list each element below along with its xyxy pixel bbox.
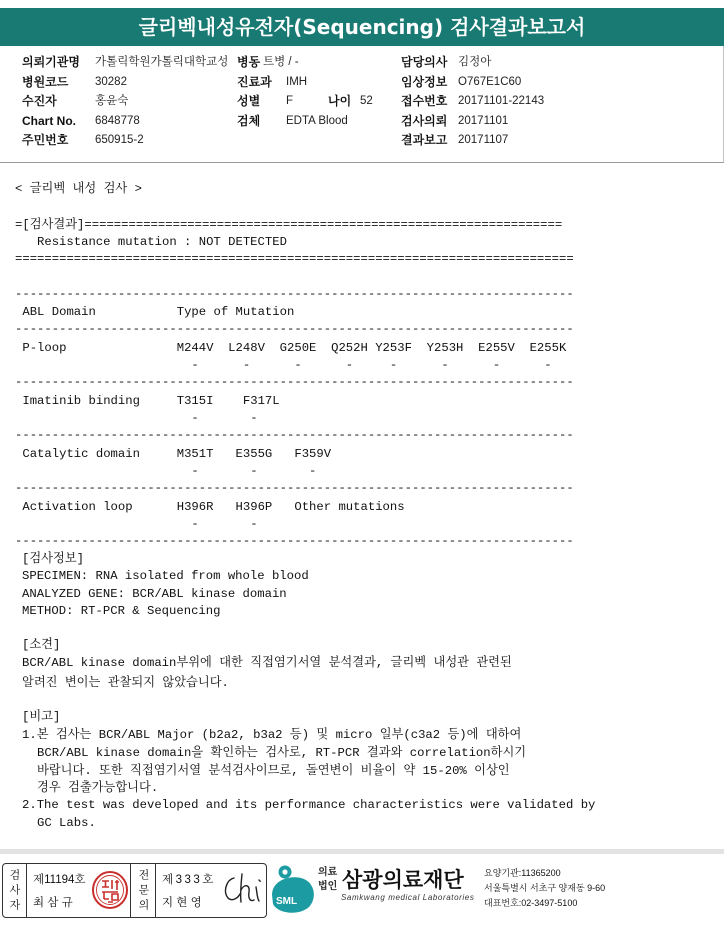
table-rule: ---------------------------------------------------------------------------- [15, 322, 574, 336]
domain-name: Imatinib binding [22, 394, 140, 408]
mutation-result: - [191, 411, 199, 425]
mutation-result: - [441, 358, 449, 372]
sex-label: 성별 [237, 94, 261, 108]
examiner-license: 제11194호 [33, 874, 86, 886]
mutation-result: - [191, 517, 199, 531]
mutation-results-p-loop [15, 357, 575, 374]
resident-no-value: 650915-2 [95, 134, 144, 146]
remarks-line: 바랍니다. 또한 직접염기서열 분석검사이므로, 돌연변이 비율이 약 15-20% 이상인 [37, 764, 510, 778]
hospital-code-label: 병원코드 [22, 75, 69, 89]
specialist-label: 전문의 [137, 869, 149, 914]
report-title: 글리벡내성유전자(Sequencing) 검사결과보고서 [0, 8, 724, 46]
cell-divider [26, 864, 27, 917]
mutation-code: Y253F [375, 341, 412, 355]
specialist-license: 제333호 [162, 874, 216, 886]
mutation-code: M351T [176, 447, 214, 461]
examiner-label: 검사자 [8, 869, 20, 914]
department-label: 진료과 [237, 75, 272, 89]
test-info-heading: [검사정보] [22, 552, 85, 566]
age-label: 나이 [328, 94, 352, 108]
corporation-type-line: 의료 [318, 867, 338, 878]
specimen-label: 검체 [237, 114, 261, 128]
column-header-domain: ABL Domain [22, 305, 96, 319]
cell-divider [130, 864, 131, 917]
institution-label: 의뢰기관명 [22, 55, 80, 69]
mutation-code: L248V [228, 341, 265, 355]
ward-value: 트병 / - [263, 56, 299, 68]
remarks-line: 경우 검출가능합니다. [37, 781, 159, 795]
logo-text: SML [276, 896, 298, 907]
mutation-row-catalytic-domain [15, 446, 575, 463]
request-date-value: 20171101 [458, 115, 509, 127]
test-info-gene: ANALYZED GENE: BCR/ABL kinase domain [22, 587, 287, 601]
mutation-results-imatinib-binding [15, 410, 575, 427]
finding-heading: [소견] [22, 638, 61, 652]
remarks-line: 1.본 검사는 BCR/ABL Major (b2a2, b3a2 등) 및 micro 일부(c3a2 등)에 대하여 [22, 728, 522, 742]
organization-address: 서울특별시 서초구 양재동 9-60 [484, 883, 606, 893]
mutation-results-catalytic-domain [15, 463, 575, 480]
test-title: < 글리벡 내성 검사 > [15, 182, 142, 196]
mutation-code: H396P [235, 500, 273, 514]
examiner-name: 최 삼 규 [33, 897, 73, 909]
table-rule: ---------------------------------------------------------------------------- [15, 375, 574, 389]
sml-logo-icon [268, 863, 318, 915]
remarks-line: BCR/ABL kinase domain을 확인하는 검사로, RT-PCR 결과와 correlation하시기 [37, 746, 527, 760]
signature [220, 868, 264, 910]
result-heading-line: =[검사결과]================================================================= [15, 218, 563, 232]
care-institution-number: 요양기관:11365200 [484, 868, 561, 878]
domain-name: Catalytic domain [22, 447, 140, 461]
mutation-code: E255V [478, 341, 515, 355]
test-info-method: METHOD: RT-PCR & Sequencing [22, 604, 221, 618]
mutation-result: - [544, 358, 552, 372]
domain-name: P-loop [22, 341, 67, 355]
corporation-type-line: 법인 [318, 881, 338, 892]
patient-label: 수진자 [22, 94, 57, 108]
mutation-code: T315I [176, 394, 214, 408]
organization-name: 삼광의료재단 [342, 868, 464, 892]
receipt-no-value: 20171101-22143 [458, 95, 545, 107]
specimen-value: EDTA Blood [286, 115, 348, 127]
signature-box [2, 863, 267, 918]
receipt-no-label: 접수번호 [401, 94, 448, 108]
resident-no-label: 주민번호 [22, 133, 69, 147]
mutation-code: E255K [529, 341, 567, 355]
doctor-value: 김정아 [458, 56, 492, 68]
mutation-code: Other mutations [294, 500, 405, 514]
report-date-value: 20171107 [458, 134, 509, 146]
clinical-info-label: 임상정보 [401, 75, 448, 89]
report-date-label: 결과보고 [401, 133, 448, 147]
mutation-result: - [250, 517, 258, 531]
mutation-result: - [294, 358, 302, 372]
institution-value: 가톨릭학원가톨릭대학교성 [95, 56, 229, 68]
remarks-line: 2.The test was developed and its performance characteristics were validated by [22, 798, 596, 812]
ward-label: 병동 [237, 55, 261, 69]
remarks-line: GC Labs. [37, 816, 96, 830]
domain-name: Activation loop [22, 500, 133, 514]
mutation-results-activation-loop [15, 516, 575, 533]
mutation-result: - [191, 358, 199, 372]
patient-info-panel [0, 46, 724, 163]
cell-divider [155, 864, 156, 917]
double-rule: ============================================================================ [15, 252, 574, 266]
mutation-code: H396R [176, 500, 214, 514]
mutation-code: F317L [242, 394, 280, 408]
mutation-result: - [345, 358, 354, 372]
remarks-heading: [비고] [22, 710, 61, 724]
mutation-code: E355G [235, 447, 273, 461]
organization-contact [484, 866, 605, 911]
mutation-table-header [15, 304, 575, 321]
column-header-type: Type of Mutation [176, 305, 295, 319]
mutation-result: - [309, 464, 317, 478]
report-footer [0, 849, 724, 929]
corporation-type [318, 866, 337, 894]
mutation-result: - [250, 411, 258, 425]
table-rule: ---------------------------------------------------------------------------- [15, 481, 574, 495]
test-info-specimen: SPECIMEN: RNA isolated from whole blood [22, 569, 309, 583]
mutation-result: - [389, 358, 398, 372]
chart-no-label: Chart No. [22, 114, 76, 128]
mutation-row-imatinib-binding [15, 393, 575, 410]
table-rule: ---------------------------------------------------------------------------- [15, 287, 574, 301]
organization-phone: 대표번호:02-3497-5100 [484, 898, 578, 908]
finding-line: 알려진 변이는 관찰되지 않았습니다. [22, 676, 229, 690]
mutation-code: Q252H [331, 341, 368, 355]
mutation-row-p-loop [15, 340, 575, 357]
table-rule: ---------------------------------------------------------------------------- [15, 534, 574, 548]
request-date-label: 검사의뢰 [401, 114, 448, 128]
mutation-code: F359V [294, 447, 332, 461]
patient-value: 홍윤숙 [95, 95, 129, 107]
chart-no-value: 6848778 [95, 115, 140, 127]
mutation-result: - [242, 358, 251, 372]
sex-value: F [286, 95, 294, 107]
mutation-result: - [250, 464, 258, 478]
seal-stamp-icon [91, 870, 129, 910]
organization-name-english: Samkwang medical Laboratories [341, 893, 475, 902]
mutation-code: M244V [176, 341, 214, 355]
mutation-result: - [191, 464, 199, 478]
mutation-code: Y253H [426, 341, 464, 355]
footer-divider [0, 849, 724, 854]
specialist-name: 지 현 영 [162, 897, 202, 909]
hospital-code-value: 30282 [95, 76, 127, 88]
mutation-code: G250E [279, 341, 317, 355]
resistance-result: Resistance mutation : NOT DETECTED [37, 235, 287, 249]
table-rule: ---------------------------------------------------------------------------- [15, 428, 574, 442]
mutation-result: - [492, 358, 501, 372]
doctor-label: 담당의사 [401, 55, 448, 69]
clinical-info-value: O767E1C60 [458, 76, 522, 88]
mutation-row-activation-loop [15, 499, 575, 516]
age-value: 52 [360, 95, 373, 107]
finding-line: BCR/ABL kinase domain부위에 대한 직접염기서열 분석결과, 글리벡 내성관 관련된 [22, 656, 512, 670]
department-value: IMH [286, 76, 308, 88]
